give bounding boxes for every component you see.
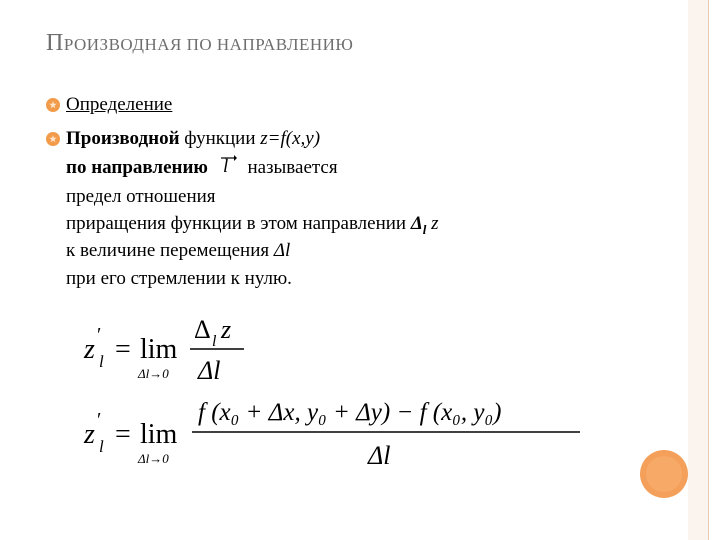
- f1-lim: lim: [140, 334, 178, 365]
- function-notation: z=f(x,y): [260, 128, 321, 149]
- f1-lim-sub: Δl→0: [138, 366, 169, 381]
- text-function: функции: [179, 128, 261, 149]
- bullet-star-icon: [46, 132, 60, 146]
- f1-lhs-sub: l: [99, 352, 104, 371]
- f2-lim: lim: [140, 419, 178, 450]
- decorative-circle: [640, 450, 688, 498]
- f2-prime: ′: [97, 409, 102, 431]
- f2-lim-sub: Δl→0: [138, 451, 169, 466]
- definition-heading: Определение: [66, 94, 173, 115]
- vector-letter: l: [222, 156, 228, 173]
- text-increment: приращения функции в этом направлении: [66, 213, 411, 234]
- f1-num-delta: Δ: [194, 315, 211, 344]
- body-line-displacement: [66, 240, 290, 262]
- bullet-definition-line: [66, 128, 320, 150]
- f2-denominator: Δl: [368, 441, 391, 470]
- delta-symbol: Δ: [410, 213, 423, 234]
- body-line-tends-zero: при его стремлении к нулю.: [66, 268, 292, 289]
- body-line-increment: [66, 213, 439, 241]
- formula-limit-definition: [80, 305, 300, 385]
- slide-title: [46, 30, 353, 57]
- f2-numerator: f (x₀ + Δx, y₀ + Δy) − f (x₀, y₀): [198, 399, 502, 426]
- body-line-direction: [66, 157, 338, 179]
- delta-l: Δl: [273, 240, 291, 261]
- frame-band: [688, 0, 708, 540]
- body-line-limit: предел отношения: [66, 186, 216, 207]
- f1-lhs-z: z: [84, 334, 95, 365]
- f2-lhs-sub: l: [99, 437, 104, 456]
- f2-equals: =: [115, 419, 131, 450]
- delta-z: z: [426, 213, 439, 234]
- bullet-star-icon: [46, 98, 60, 112]
- vector-l-symbol: [219, 157, 237, 175]
- f2-lhs-z: z: [84, 419, 95, 450]
- text-called: называется: [247, 157, 338, 178]
- f1-prime: ′: [97, 324, 102, 346]
- bold-direction: по направлению: [66, 157, 208, 178]
- formula-limit-expanded: [80, 390, 600, 470]
- f1-num-z: z: [221, 315, 232, 344]
- frame-line-right: [708, 0, 709, 540]
- f1-equals: =: [115, 334, 131, 365]
- f1-denominator: Δl: [198, 356, 221, 385]
- title-rest: РОИЗВОДНАЯ ПО НАПРАВЛЕНИЮ: [63, 35, 354, 54]
- title-first-letter: П: [46, 30, 64, 56]
- f1-num-sub: l: [212, 333, 217, 350]
- bold-term: Производной: [66, 128, 180, 149]
- text-displacement: к величине перемещения: [66, 240, 274, 261]
- delta-subscript: l: [422, 221, 427, 237]
